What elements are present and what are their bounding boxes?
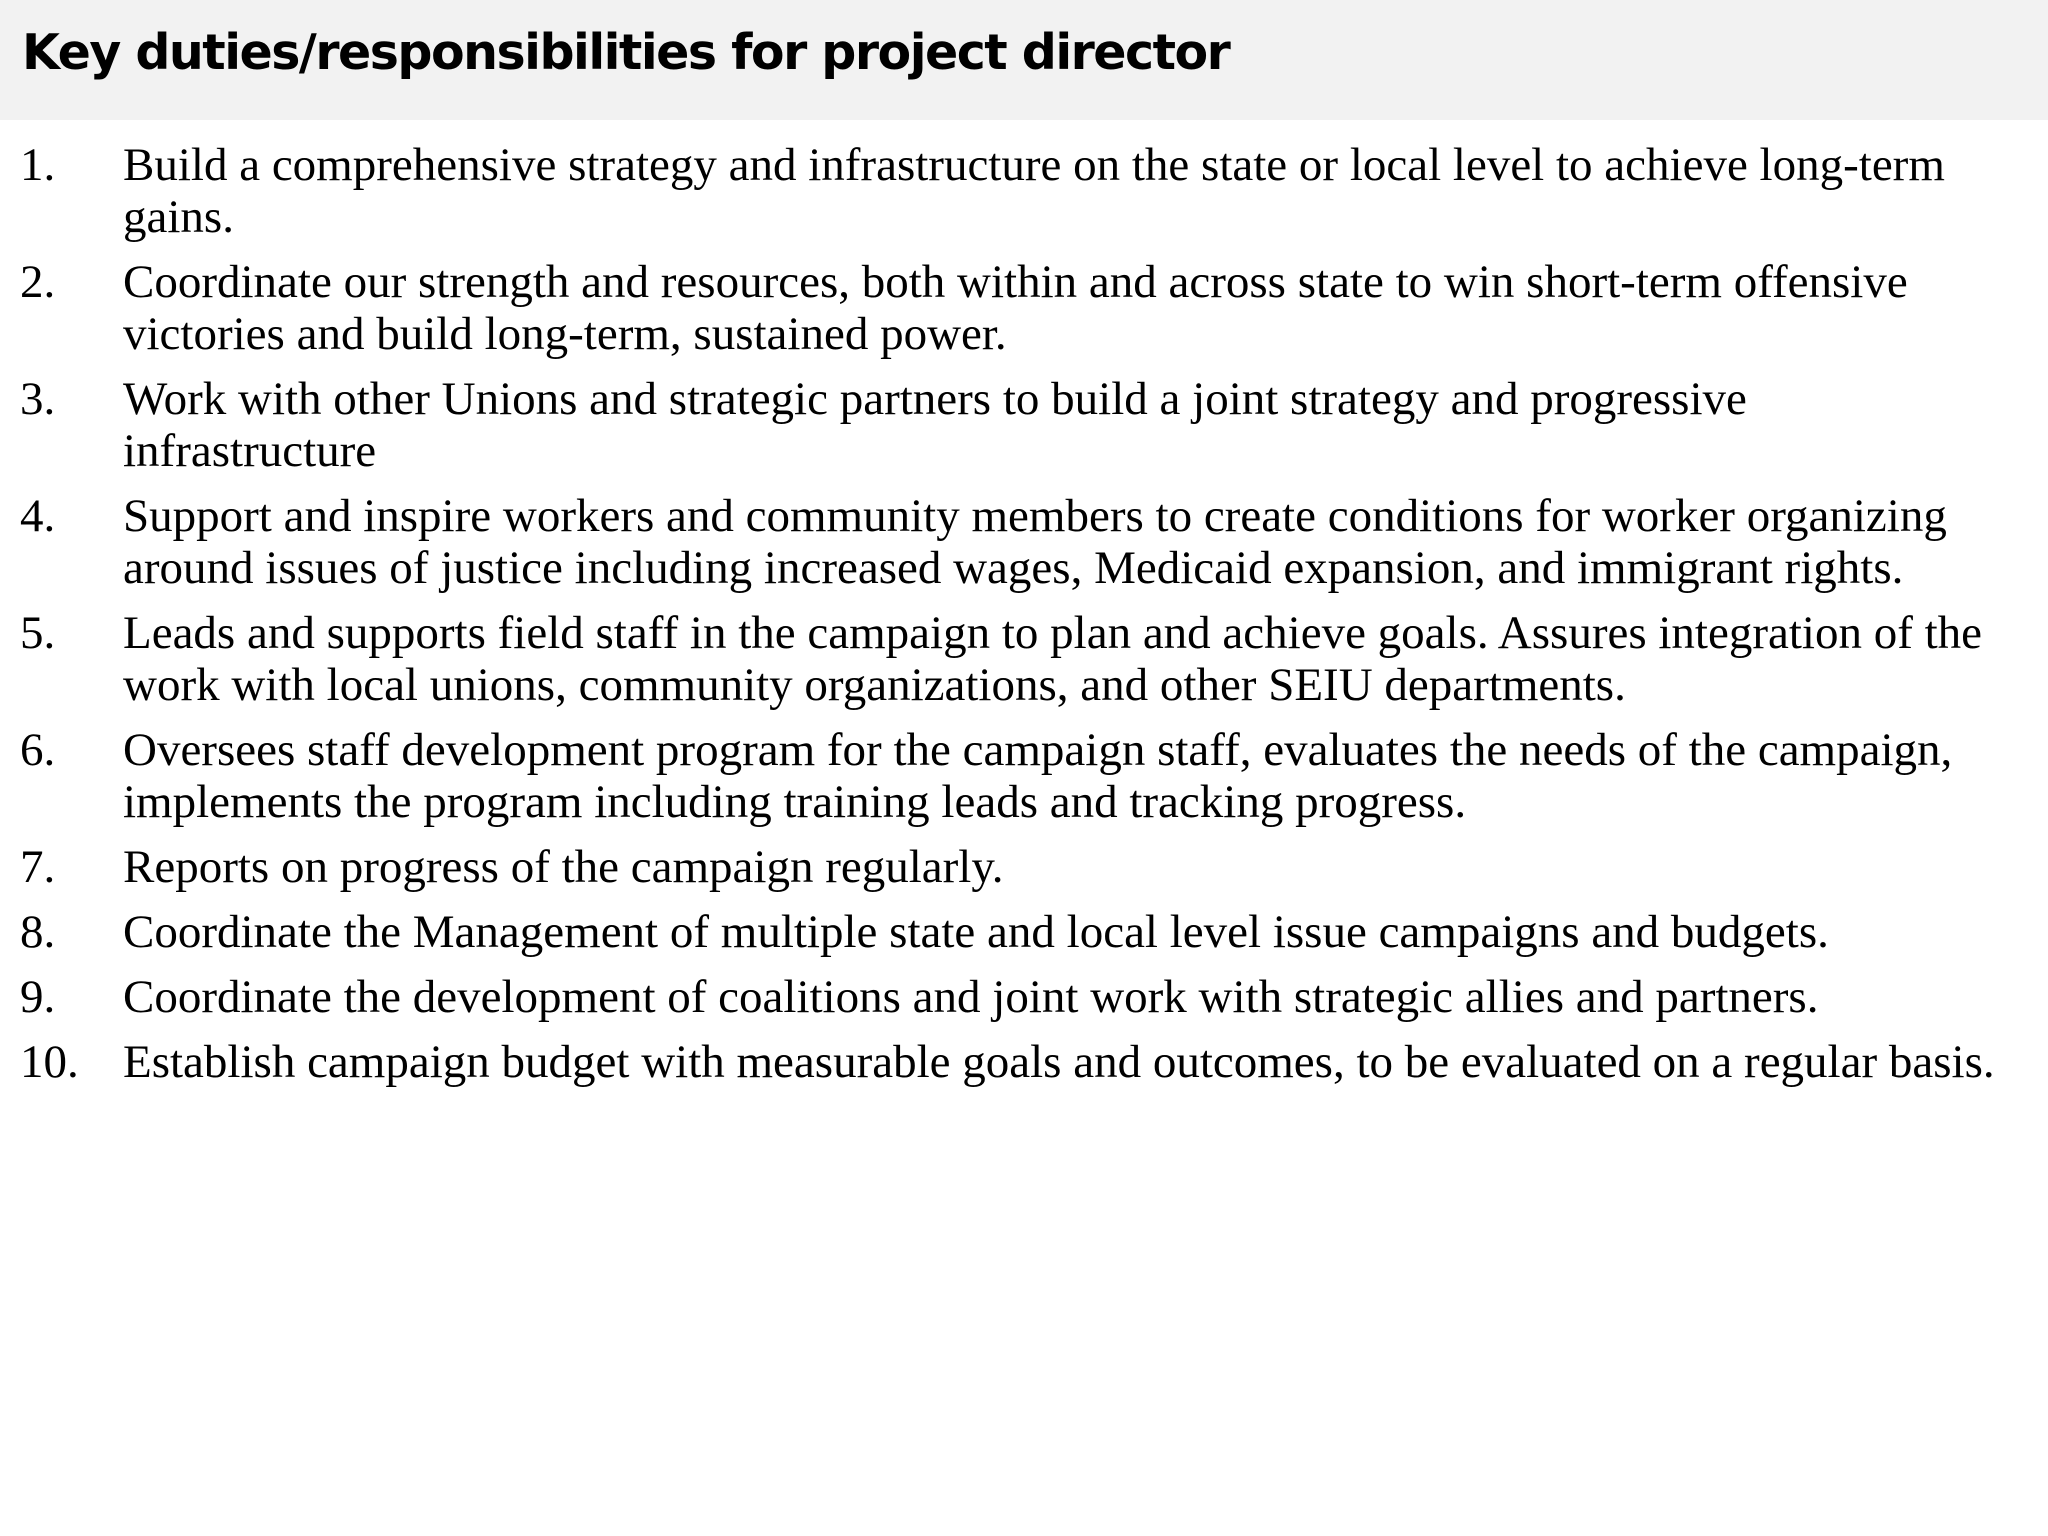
item-text: Leads and supports field staff in the campaign to plan and achieve goals. Assures integration of the work with local unions, community organizations, and other SEIU departments. — [123, 607, 1983, 711]
item-text: Support and inspire workers and community members to create conditions for worker organizing around issues of justice including increased wages, Medicaid expansion, and immigrant rights. — [123, 490, 1947, 594]
item-number: 8. — [20, 906, 56, 958]
item-number: 4. — [20, 490, 56, 542]
list-item — [0, 971, 2048, 1023]
item-text: Oversees staff development program for the campaign staff, evaluates the needs of the campaign, implements the program including training leads and tracking progress. — [123, 724, 1953, 828]
item-text: Establish campaign budget with measurable goals and outcomes, to be evaluated on a regular basis. — [123, 1036, 1995, 1088]
item-number: 2. — [20, 256, 56, 308]
list-item — [0, 373, 2048, 477]
list-item — [0, 724, 2048, 828]
item-number: 1. — [20, 139, 56, 191]
item-text: Work with other Unions and strategic partners to build a joint strategy and progressive infrastructure — [123, 373, 1747, 477]
item-number: 9. — [20, 971, 56, 1023]
item-text: Reports on progress of the campaign regularly. — [123, 841, 1004, 893]
item-text: Build a comprehensive strategy and infrastructure on the state or local level to achieve long-term gains. — [123, 139, 1945, 243]
page-title: Key duties/responsibilities for project director — [22, 24, 1230, 81]
list-item — [0, 256, 2048, 360]
list-item — [0, 139, 2048, 243]
item-text: Coordinate the Management of multiple state and local level issue campaigns and budgets. — [123, 906, 1829, 958]
item-text: Coordinate our strength and resources, both within and across state to win short-term offensive victories and build long-term, sustained power. — [123, 256, 1908, 360]
list-item — [0, 1036, 2048, 1088]
item-number: 3. — [20, 373, 56, 425]
title-bar — [0, 0, 2048, 120]
list-item — [0, 607, 2048, 711]
list-item — [0, 841, 2048, 893]
list-item — [0, 490, 2048, 594]
item-number: 7. — [20, 841, 56, 893]
item-number: 6. — [20, 724, 56, 776]
list-item — [0, 906, 2048, 958]
item-number: 5. — [20, 607, 56, 659]
duties-list — [0, 139, 2048, 1101]
item-text: Coordinate the development of coalitions and joint work with strategic allies and partners. — [123, 971, 1819, 1023]
item-number: 10. — [20, 1036, 79, 1088]
